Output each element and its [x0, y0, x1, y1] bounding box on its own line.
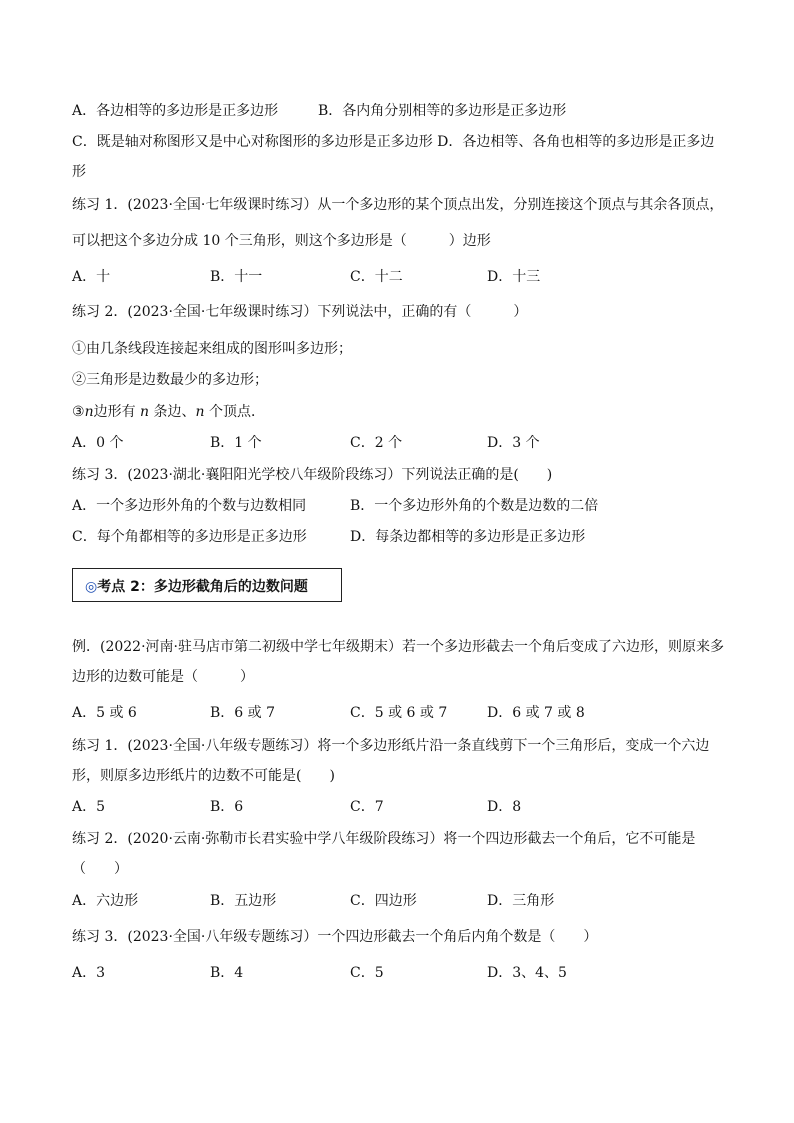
p2-option-d: D．三角形 — [487, 893, 555, 909]
ex2-option-a: A．0 个 — [72, 435, 124, 451]
ex1-option-d: D．十三 — [487, 269, 541, 285]
option-cd-line1: C．既是轴对称图形又是中心对称图形的多边形是正多边形 D．各边相等、各角也相等的多边形是正多边 — [72, 134, 715, 150]
ex1-option-b: B．十一 — [210, 269, 263, 285]
example-option-b: B．6 或 7 — [210, 705, 276, 721]
section-heading-box — [72, 568, 342, 602]
statement-text: 边形有 — [93, 404, 141, 420]
ex2-option-d: D．3 个 — [487, 435, 540, 451]
p2-option-a: A．六边形 — [72, 893, 139, 909]
variable-n: n — [195, 404, 205, 420]
ex3-option-c: C．每个角都相等的多边形是正多边形 — [72, 529, 307, 545]
option-a: A．各边相等的多边形是正多边形 — [72, 103, 279, 119]
statement-text: 条边、 — [149, 404, 196, 420]
p1-option-b: B．6 — [210, 799, 244, 815]
ex2-statement-1: ①由几条线段连接起来组成的图形叫多边形； — [72, 341, 352, 357]
ex2-option-b: B．1 个 — [210, 435, 262, 451]
ex3-question: 练习 3．(2023·湖北·襄阳阳光学校八年级阶段练习）下列说法正确的是( ) — [72, 467, 553, 483]
p3-option-b: B．4 — [210, 965, 244, 981]
ex2-option-c: C．2 个 — [350, 435, 403, 451]
p3-question: 练习 3．(2023·全国·八年级专题练习）一个四边形截去一个角后内角个数是（ ） — [72, 929, 598, 945]
variable-n: n — [84, 404, 94, 420]
p1-question-line2: 形，则原多边形纸片的边数不可能是( ) — [72, 768, 335, 784]
option-cd-line2: 形 — [72, 164, 86, 180]
example-option-d: D．6 或 7 或 8 — [487, 705, 585, 721]
statement-number: ③ — [72, 404, 85, 420]
p2-option-b: B．五边形 — [210, 893, 277, 909]
p3-option-d: D．3、4、5 — [487, 965, 567, 981]
statement-text: 个顶点． — [204, 404, 266, 420]
ex2-statement-3 — [72, 403, 265, 421]
example-option-c: C．5 或 6 或 7 — [350, 705, 448, 721]
p1-question-line1: 练习 1．(2023·全国·八年级专题练习）将一个多边形纸片沿一条直线剪下一个三角形后，变成一个六边 — [72, 738, 710, 754]
ex1-option-c: C．十二 — [350, 269, 403, 285]
ex3-option-b: B．一个多边形外角的个数是边数的二倍 — [350, 498, 599, 514]
section-title — [85, 576, 308, 596]
bullseye-icon: ◎ — [85, 579, 98, 595]
ex1-question-line2: 可以把这个多边分成 10 个三角形，则这个多边形是（ ）边形 — [72, 233, 491, 249]
ex1-option-a: A．十 — [72, 269, 111, 285]
ex1-question-line1: 练习 1．(2023·全国·七年级课时练习）从一个多边形的某个顶点出发，分别连接这个顶点与其余各顶点， — [72, 197, 724, 213]
p1-option-a: A．5 — [72, 799, 106, 815]
p2-question-line2: （ ） — [72, 861, 128, 877]
ex3-option-a: A．一个多边形外角的个数与边数相同 — [72, 498, 307, 514]
p2-question-line1: 练习 2．(2020·云南·弥勒市长君实验中学八年级阶段练习）将一个四边形截去一个角后，它不可能是 — [72, 831, 696, 847]
ex2-question: 练习 2．(2023·全国·七年级课时练习）下列说法中，正确的有（ ） — [72, 304, 528, 320]
option-b: B．各内角分别相等的多边形是正多边形 — [318, 103, 567, 119]
p2-option-c: C．四边形 — [350, 893, 417, 909]
ex3-option-d: D．每条边都相等的多边形是正多边形 — [350, 529, 586, 545]
p1-option-c: C．7 — [350, 799, 384, 815]
section-title-text: 考点 2：多边形截角后的边数问题 — [97, 579, 308, 595]
p3-option-a: A．3 — [72, 965, 106, 981]
p3-option-c: C．5 — [350, 965, 384, 981]
example-question-line1: 例．(2022·河南·驻马店市第二初级中学七年级期末）若一个多边形截去一个角后变成了六边形，则原来多 — [72, 639, 724, 655]
example-option-a: A．5 或 6 — [72, 705, 137, 721]
p1-option-d: D．8 — [487, 799, 522, 815]
variable-n: n — [140, 404, 150, 420]
ex2-statement-2: ②三角形是边数最少的多边形； — [72, 372, 268, 388]
example-question-line2: 边形的边数可能是（ ） — [72, 669, 254, 685]
